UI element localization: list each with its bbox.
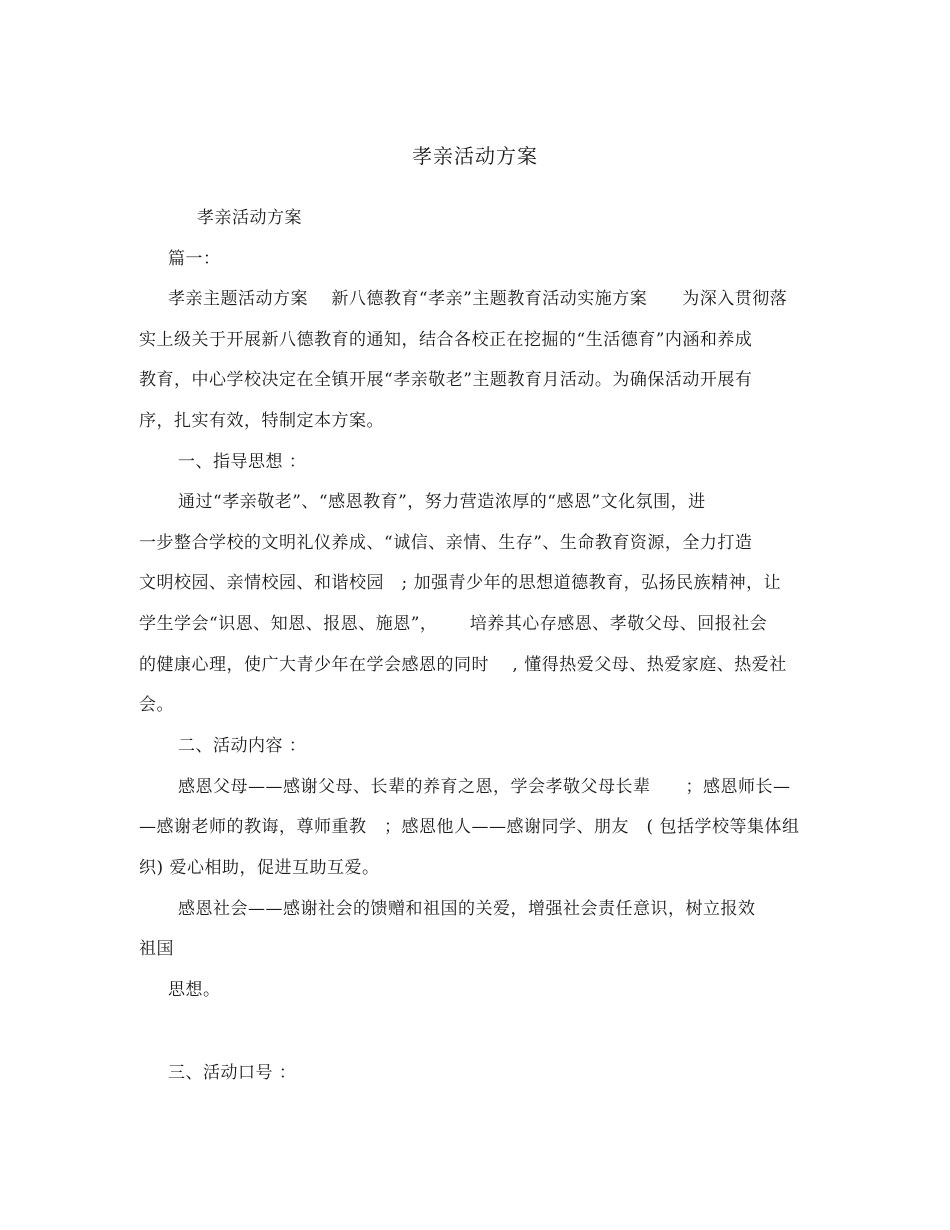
paragraph-line: 的健康心理，使广大青少年在学会感恩的同时 , 懂得热爱父母、热爱家庭、热爱社 bbox=[139, 655, 787, 675]
paragraph-line: 会。 bbox=[139, 695, 174, 715]
paragraph-line: 织) 爱心相助，促进互助互爱。 bbox=[139, 858, 380, 878]
intro-line: 孝亲主题活动方案 新八德教育“孝亲”主题教育活动实施方案 为深入贯彻落 bbox=[168, 289, 788, 309]
section-heading: 三、活动口号 ： bbox=[168, 1063, 297, 1083]
intro-line: 实上级关于开展新八德教育的通知，结合各校正在挖掘的“生活德育”内涵和养成 bbox=[139, 330, 753, 350]
part-label: 篇一： bbox=[168, 249, 221, 269]
paragraph-line: 感恩父母——感谢父母、长辈的养育之恩，学会孝敬父母长辈 ；感恩师长— bbox=[178, 777, 791, 797]
section-heading: 一、指导思想 ： bbox=[178, 452, 307, 472]
intro-line: 序，扎实有效，特制定本方案。 bbox=[139, 411, 384, 431]
intro-line: 教育，中心学校决定在全镇开展“孝亲敬老”主题教育月活动。为确保活动开展有 bbox=[139, 370, 753, 390]
paragraph-line: 一步整合学校的文明礼仪养成、“诚信、亲情、生存”、生命教育资源，全力打造 bbox=[139, 533, 753, 553]
paragraph-line: 思想。 bbox=[168, 980, 221, 1000]
paragraph-line: 学生学会“识恩、知恩、报恩、施恩”， 培养其心存感恩、孝敬父母、回报社会 bbox=[139, 614, 768, 634]
paragraph-line: 祖国 bbox=[139, 939, 174, 959]
document-title: 孝亲活动方案 bbox=[412, 144, 538, 168]
document-subtitle: 孝亲活动方案 bbox=[197, 208, 302, 228]
paragraph-line: 感恩社会——感谢社会的馈赠和祖国的关爱，增强社会责任意识，树立报效 bbox=[178, 899, 756, 919]
section-heading: 二、活动内容 ： bbox=[178, 736, 307, 756]
paragraph-line: —感谢老师的教诲，尊师重教 ；感恩他人——感谢同学、朋友 ( 包括学校等集体组 bbox=[139, 817, 800, 837]
paragraph-line: 文明校园、亲情校园、和谐校园 ; 加强青少年的思想道德教育，弘扬民族精神，让 bbox=[139, 573, 782, 593]
paragraph-line: 通过“孝亲敬老”、“感恩教育”，努力营造浓厚的“感恩”文化氛围，进 bbox=[178, 492, 706, 512]
